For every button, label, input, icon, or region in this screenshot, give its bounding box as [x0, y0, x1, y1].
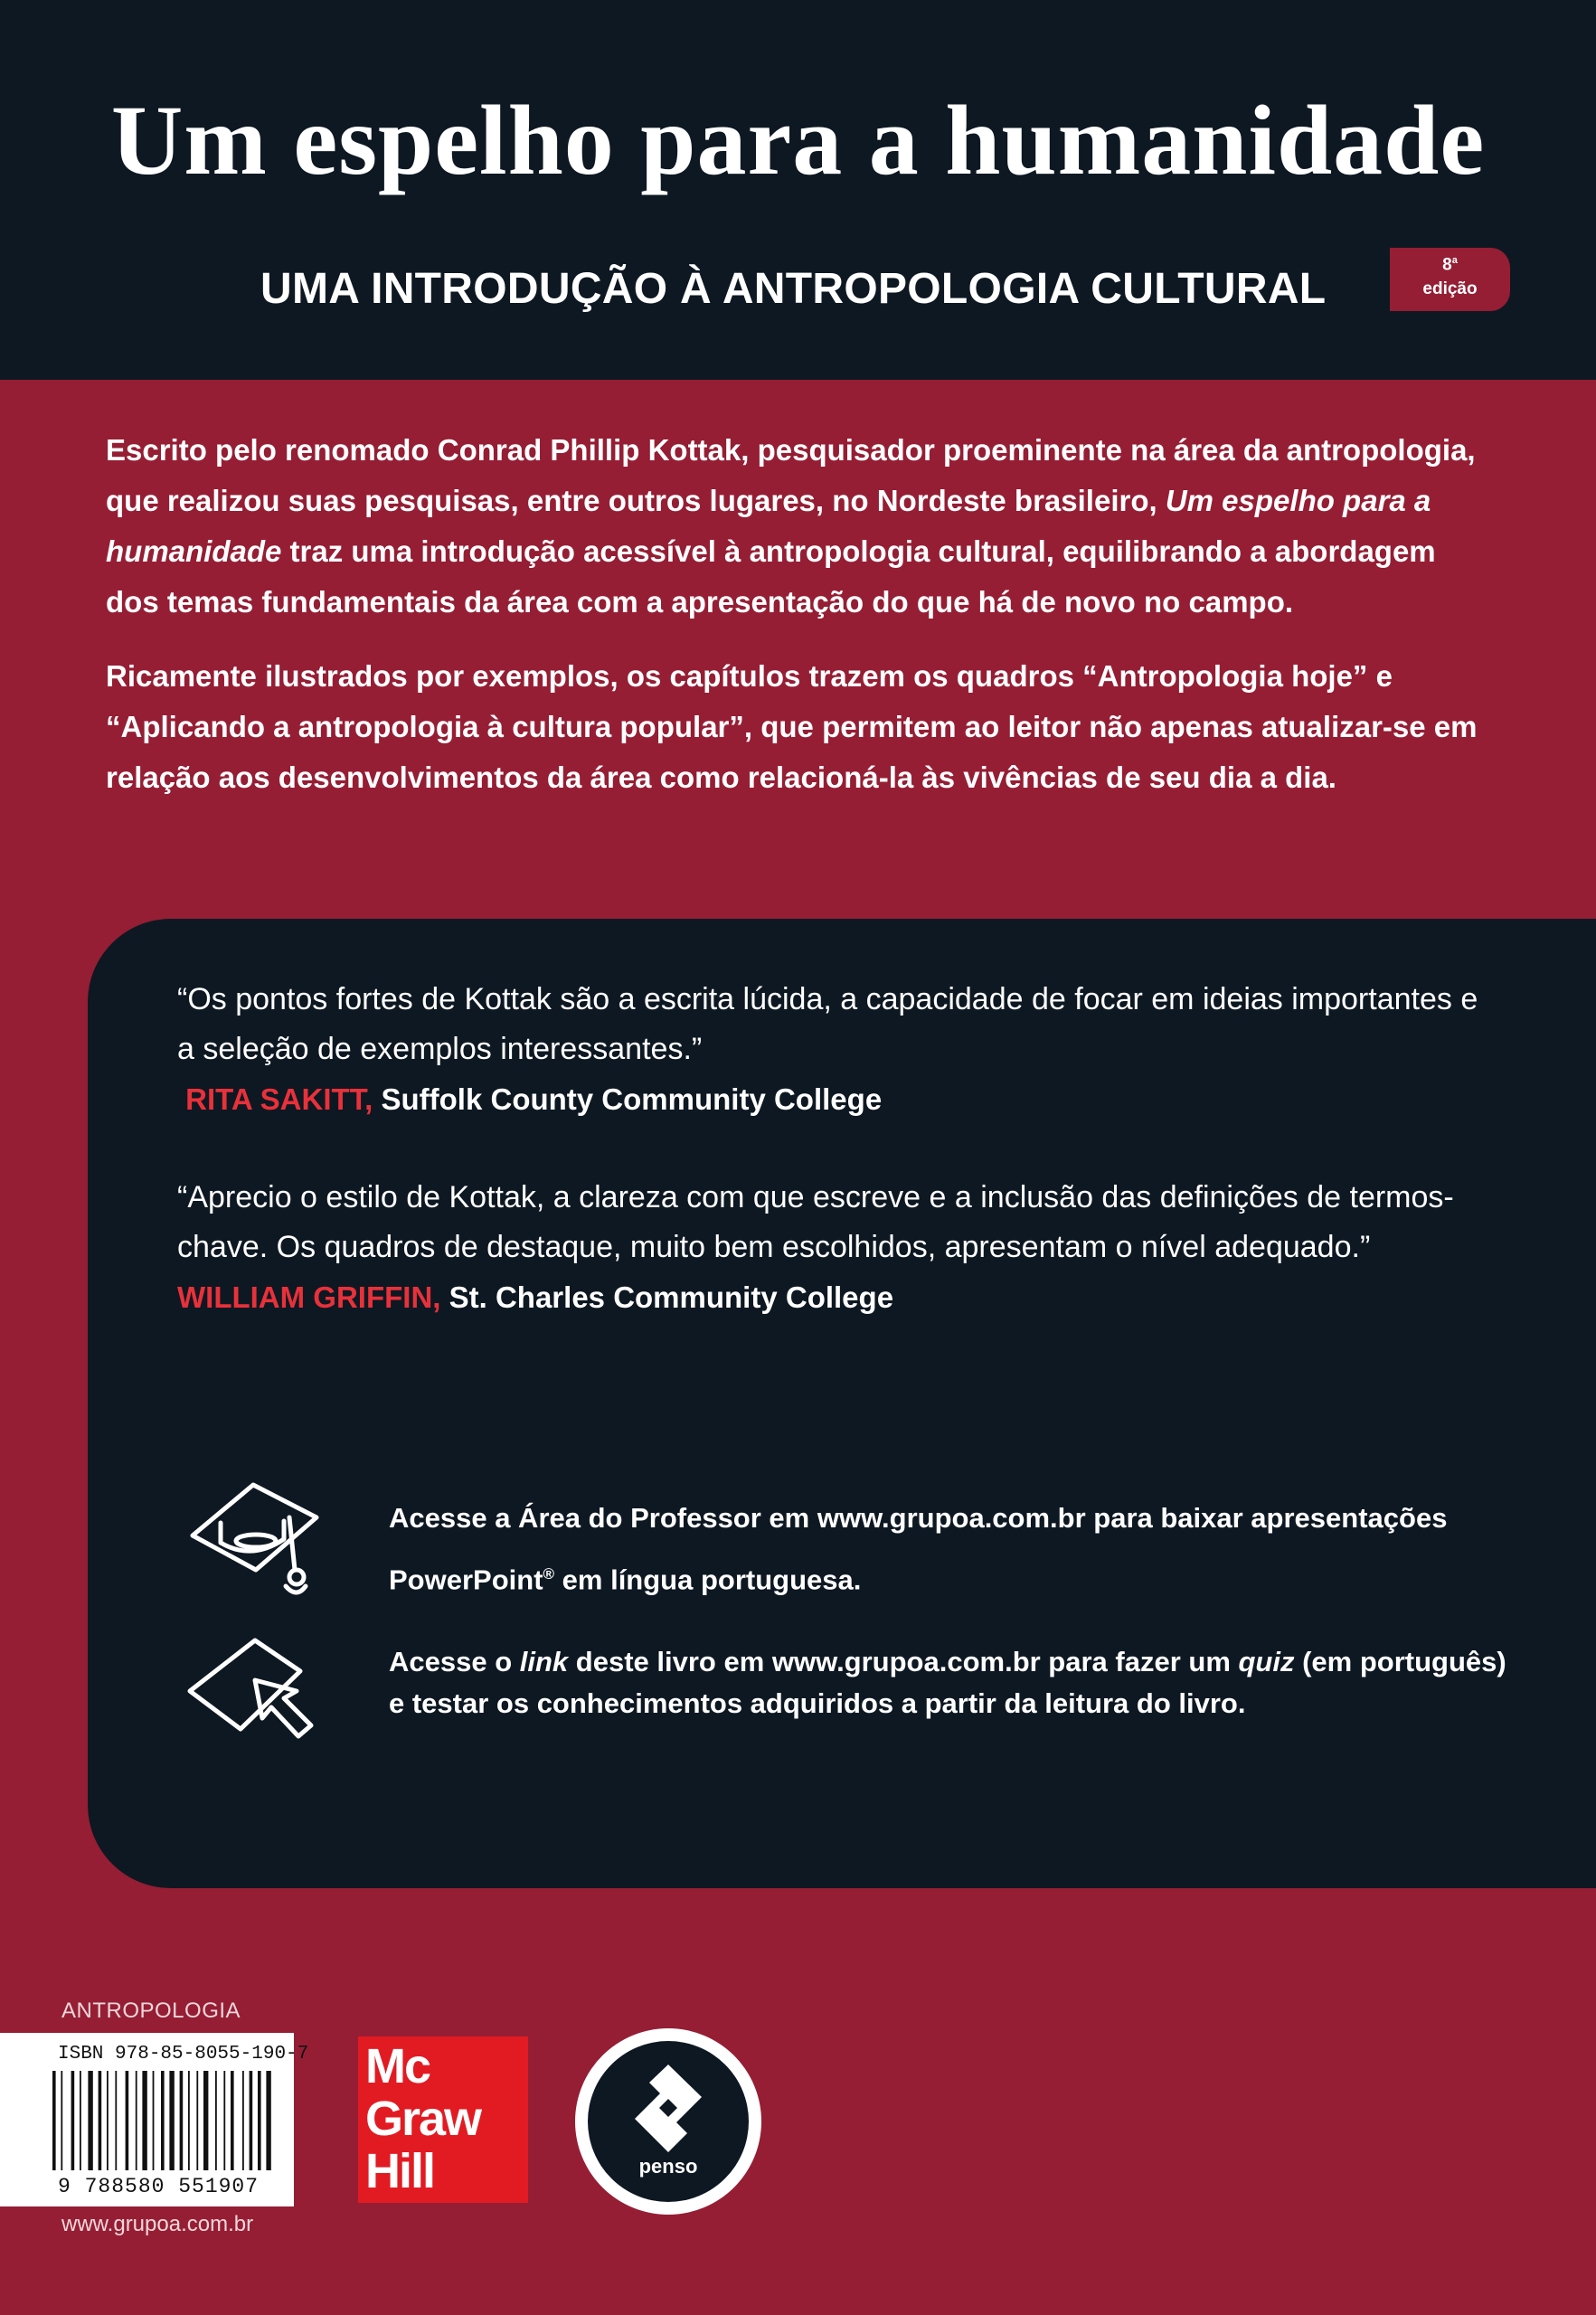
category-label: ANTROPOLOGIA: [61, 1998, 241, 2023]
book-title: Um espelho para a humanidade: [110, 85, 1486, 195]
barcode-bar: [223, 2071, 225, 2170]
barcode-bar: [80, 2071, 81, 2170]
isbn-text: ISBN 978-85-8055-190-7: [58, 2044, 309, 2065]
barcode-bar: [61, 2071, 62, 2170]
barcode-bar: [142, 2071, 146, 2170]
quote-2: [177, 1173, 1488, 1323]
barcode-bar: [99, 2071, 102, 2170]
barcode-bar: [242, 2071, 244, 2170]
barcode-bar: [71, 2071, 75, 2170]
book-subtitle: UMA INTRODUÇÃO À ANTROPOLOGIA CULTURAL: [260, 265, 1327, 313]
mcgraw-hill-logo: Mc Graw Hill: [358, 2036, 528, 2203]
penso-logo: [575, 2028, 761, 2215]
barcode-bar: [250, 2071, 253, 2170]
quiz-text: Acesse o link deste livro em www.grupoa.com.br para fazer um quiz (em português) e testar os conhecimentos adquiridos a partir da leitura do livro.: [389, 1646, 1506, 1719]
intro-text: [106, 425, 1494, 827]
barcode-bar: [126, 2071, 129, 2170]
barcode-bar: [169, 2071, 174, 2170]
barcode-bar: [161, 2071, 165, 2170]
barcode-bar: [52, 2071, 56, 2170]
edition-suffix: a: [1451, 255, 1458, 266]
quote-author: WILLIAM GRIFFIN,: [177, 1280, 441, 1314]
quote-institution: St. Charles Community College: [449, 1280, 894, 1314]
barcode-bar: [188, 2071, 190, 2170]
barcode-bar: [266, 2071, 270, 2170]
intro-paragraph-2: Ricamente ilustrados por exemplos, os capítulos trazem os quadros “Antropologia hoje” e “Aplicando a antropologia à cultura popular”, que permitem ao leitor não apenas atualizar-se em relação aos desenvolvimentos da área como relacioná-la às vivências de seu dia a dia.: [106, 659, 1478, 794]
penso-label: penso: [638, 2155, 698, 2178]
intro-paragraph-1: Escrito pelo renomado Conrad Phillip Kottak, pesquisador proeminente na área da antropologia, que realizou suas pesquisas, entre outros lugares, no Nordeste brasileiro, Um espelho para a humanidade traz uma introdução acessível à antropologia cultural, equilibrando a abordagem dos temas fundamentais da área com a apresentação do que há de novo no campo.: [106, 433, 1476, 619]
cursor-click-icon: [184, 1635, 338, 1743]
barcode-bar: [180, 2071, 184, 2170]
quote-institution: Suffolk County Community College: [381, 1082, 883, 1116]
quote-author: RITA SAKITT,: [185, 1082, 373, 1116]
quote-1: [177, 975, 1488, 1125]
intro-book-title: Um espelho para a humanidade: [106, 484, 1431, 568]
barcode-bar: [196, 2071, 198, 2170]
barcode-bar: [136, 2071, 137, 2170]
barcode-bar: [88, 2071, 92, 2170]
quote-text: “Os pontos fortes de Kottak são a escrita lúcida, a capacidade de focar em ideias importantes e a seleção de exemplos interessantes.”: [177, 982, 1478, 1066]
ean-text: 9 788580 551907: [58, 2175, 260, 2198]
edition-label: edição: [1422, 279, 1478, 299]
edition-number: 8: [1442, 255, 1452, 275]
penso-mark-icon: [575, 2028, 761, 2215]
edition-badge: [1390, 248, 1510, 311]
barcode-bar: [231, 2071, 234, 2170]
barcode-bar: [203, 2071, 208, 2170]
barcode-bar: [153, 2071, 155, 2170]
professor-area-text: Acesse a Área do Professor em www.grupoa.com.br para baixar apresentações PowerPoint® em língua portuguesa.: [389, 1502, 1448, 1596]
graduation-cap-icon: [188, 1479, 324, 1597]
barcode-bar: [215, 2071, 217, 2170]
website-url: www.grupoa.com.br: [61, 2212, 254, 2236]
barcode-bar: [107, 2071, 109, 2170]
barcode-bar: [258, 2071, 261, 2170]
barcode-bar: [115, 2071, 117, 2170]
quote-text: “Aprecio o estilo de Kottak, a clareza com que escreve e a inclusão das definições de termos-chave. Os quadros de destaque, muito bem escolhidos, apresentam o nível adequado.”: [177, 1180, 1454, 1264]
